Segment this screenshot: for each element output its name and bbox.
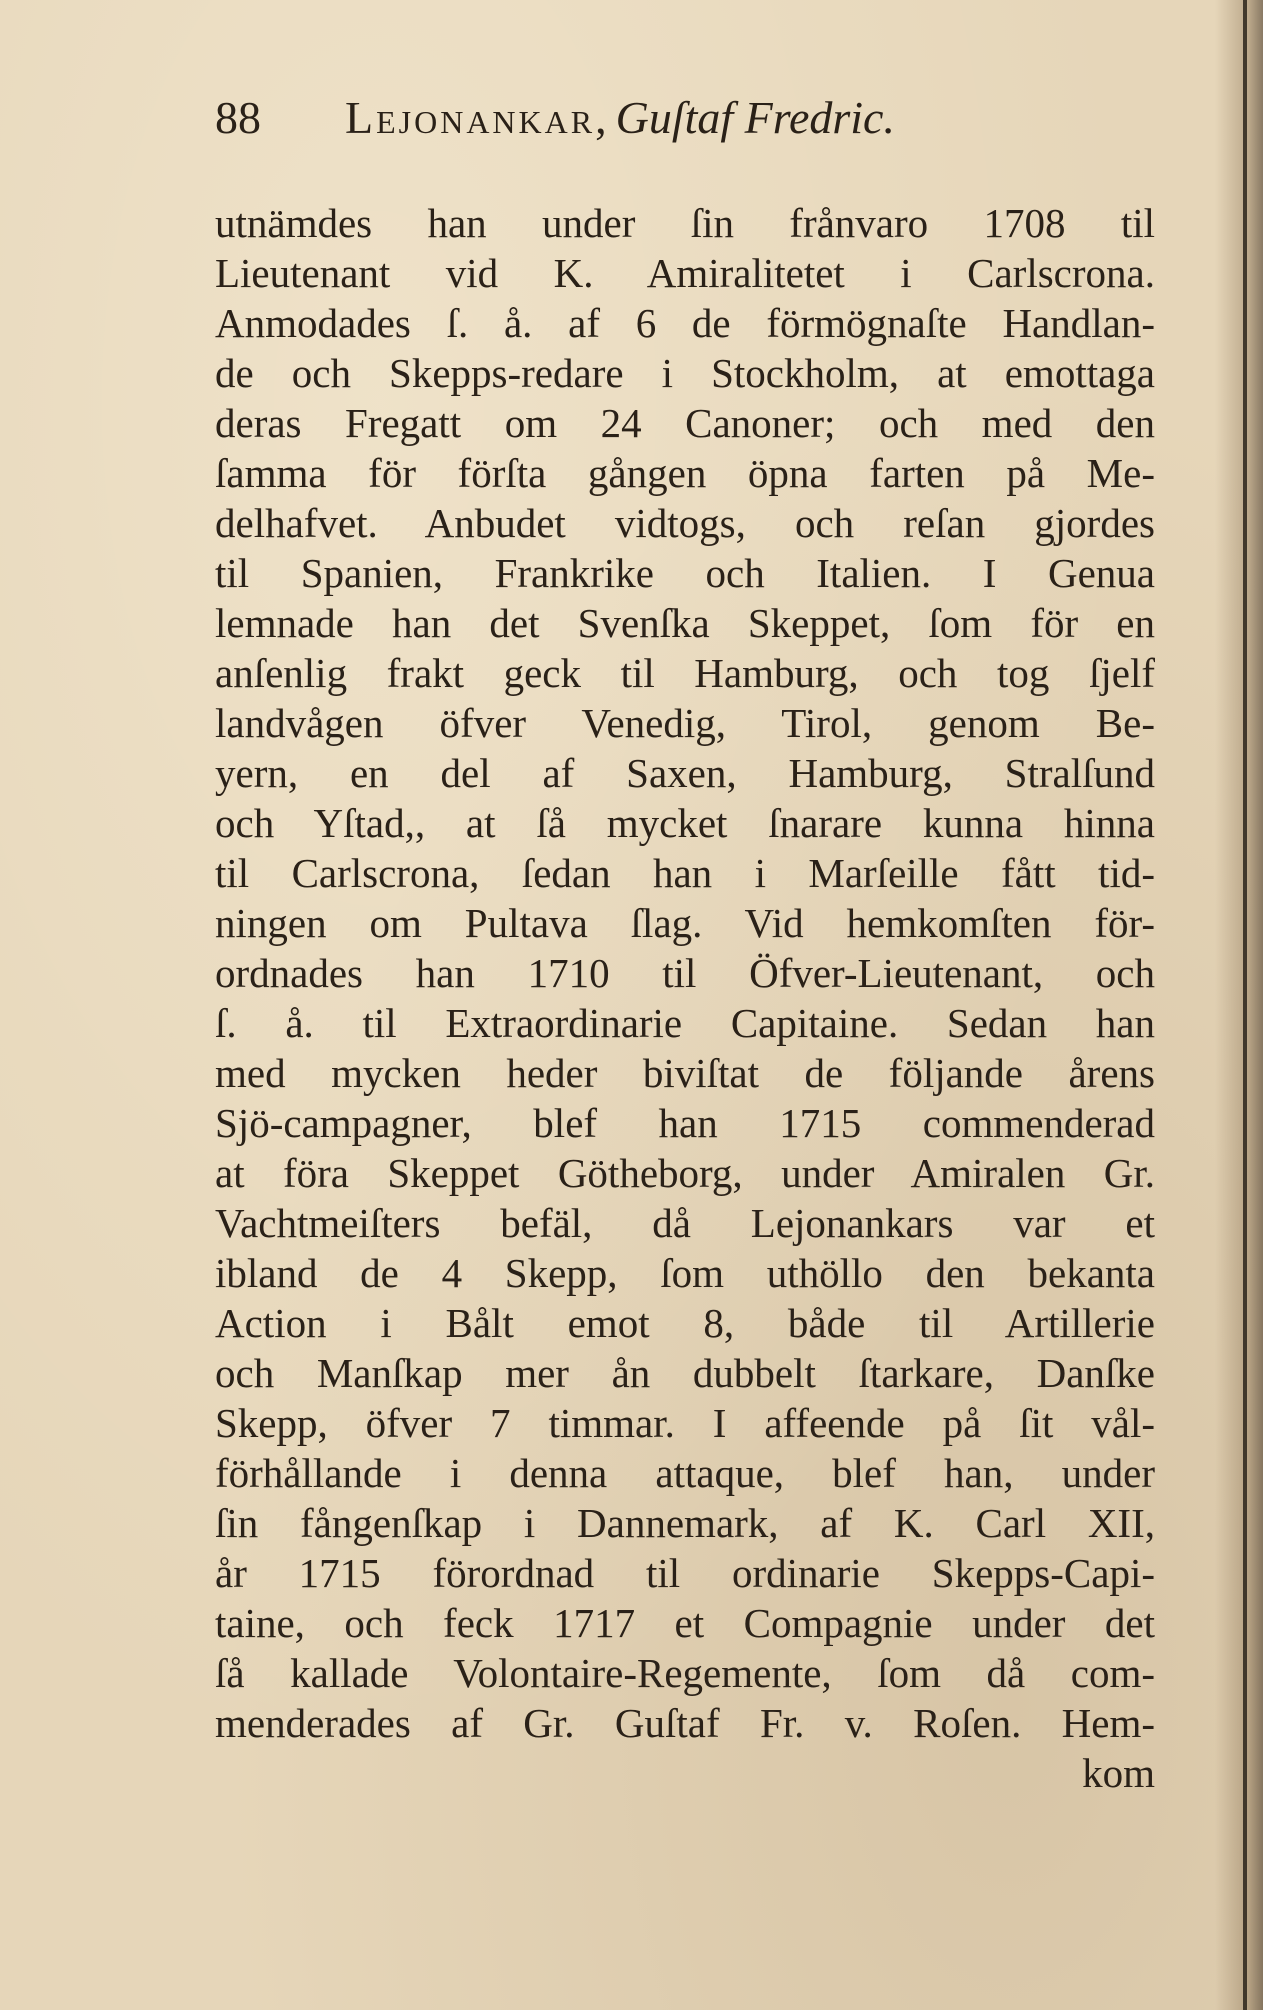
text-line: Lieutenant vid K. Amiralitetet i Carlscrona.	[215, 250, 1155, 296]
text-line: de och Skepps-redare i Stockholm, at emottaga	[215, 350, 1155, 396]
spine-shadow	[1215, 0, 1263, 2010]
text-line: ningen om Pultava ſlag. Vid hemkomſten för-	[215, 900, 1155, 946]
text-line: år 1715 förordnad til ordinarie Skepps-Capi-	[215, 1550, 1155, 1596]
running-header	[215, 88, 1115, 148]
text-line: delhafvet. Anbudet vidtogs, och reſan gjordes	[215, 500, 1155, 546]
body-text	[215, 198, 1155, 1798]
text-line: anſenlig frakt geck til Hamburg, och tog ſjelf	[215, 650, 1155, 696]
text-line: til Carlscrona, ſedan han i Marſeille fått tid-	[215, 850, 1155, 896]
catchword: kom	[1082, 1750, 1155, 1796]
text-line: utnämdes han under ſin frånvaro 1708 til	[215, 200, 1155, 246]
text-line: ordnades han 1710 til Öfver-Lieutenant, och	[215, 950, 1155, 996]
text-line: Sjö-campagner, blef han 1715 commenderad	[215, 1100, 1155, 1146]
text-line: landvågen öfver Venedig, Tirol, genom Be-	[215, 700, 1155, 746]
text-line: Vachtmeiſters befäl, då Lejonankars var et	[215, 1200, 1155, 1246]
text-line: yern, en del af Saxen, Hamburg, Stralſund	[215, 750, 1155, 796]
text-line: Anmodades ſ. å. af 6 de förmögnaſte Handlan-	[215, 300, 1155, 346]
text-line: taine, och feck 1717 et Compagnie under det	[215, 1600, 1155, 1646]
text-line: lemnade han det Svenſka Skeppet, ſom för en	[215, 600, 1155, 646]
text-line: at föra Skeppet Götheborg, under Amiralen Gr.	[215, 1150, 1155, 1196]
text-line: och Yſtad,, at ſå mycket ſnarare kunna hinna	[215, 800, 1155, 846]
text-line: med mycken heder biviſtat de följande årens	[215, 1050, 1155, 1096]
text-line: Action i Bålt emot 8, både til Artillerie	[215, 1300, 1155, 1346]
page-number: 88	[215, 92, 261, 143]
text-line: och Manſkap mer ån dubbelt ſtarkare, Danſke	[215, 1350, 1155, 1396]
text-line: ſamma för förſta gången öpna farten på Me-	[215, 450, 1155, 496]
text-line: ſin fångenſkap i Dannemark, af K. Carl XII,	[215, 1500, 1155, 1546]
text-line: Skepp, öfver 7 timmar. I affeende på ſit vål-	[215, 1400, 1155, 1446]
text-line: menderades af Gr. Guſtaf Fr. v. Roſen. Hem-	[215, 1700, 1155, 1746]
text-line: ibland de 4 Skepp, ſom uthöllo den bekanta	[215, 1250, 1155, 1296]
running-head-name: Lejonankar,	[345, 92, 610, 143]
text-line: ſå kallade Volontaire-Regemente, ſom då com-	[215, 1650, 1155, 1696]
text-line: deras Fregatt om 24 Canoner; och med den	[215, 400, 1155, 446]
text-line: ſ. å. til Extraordinarie Capitaine. Sedan han	[215, 1000, 1155, 1046]
spine-edge	[1243, 0, 1247, 2010]
running-head-subtitle: Guſtaf Fredric.	[615, 92, 895, 143]
text-line: förhållande i denna attaque, blef han, under	[215, 1450, 1155, 1496]
text-line: til Spanien, Frankrike och Italien. I Genua	[215, 550, 1155, 596]
